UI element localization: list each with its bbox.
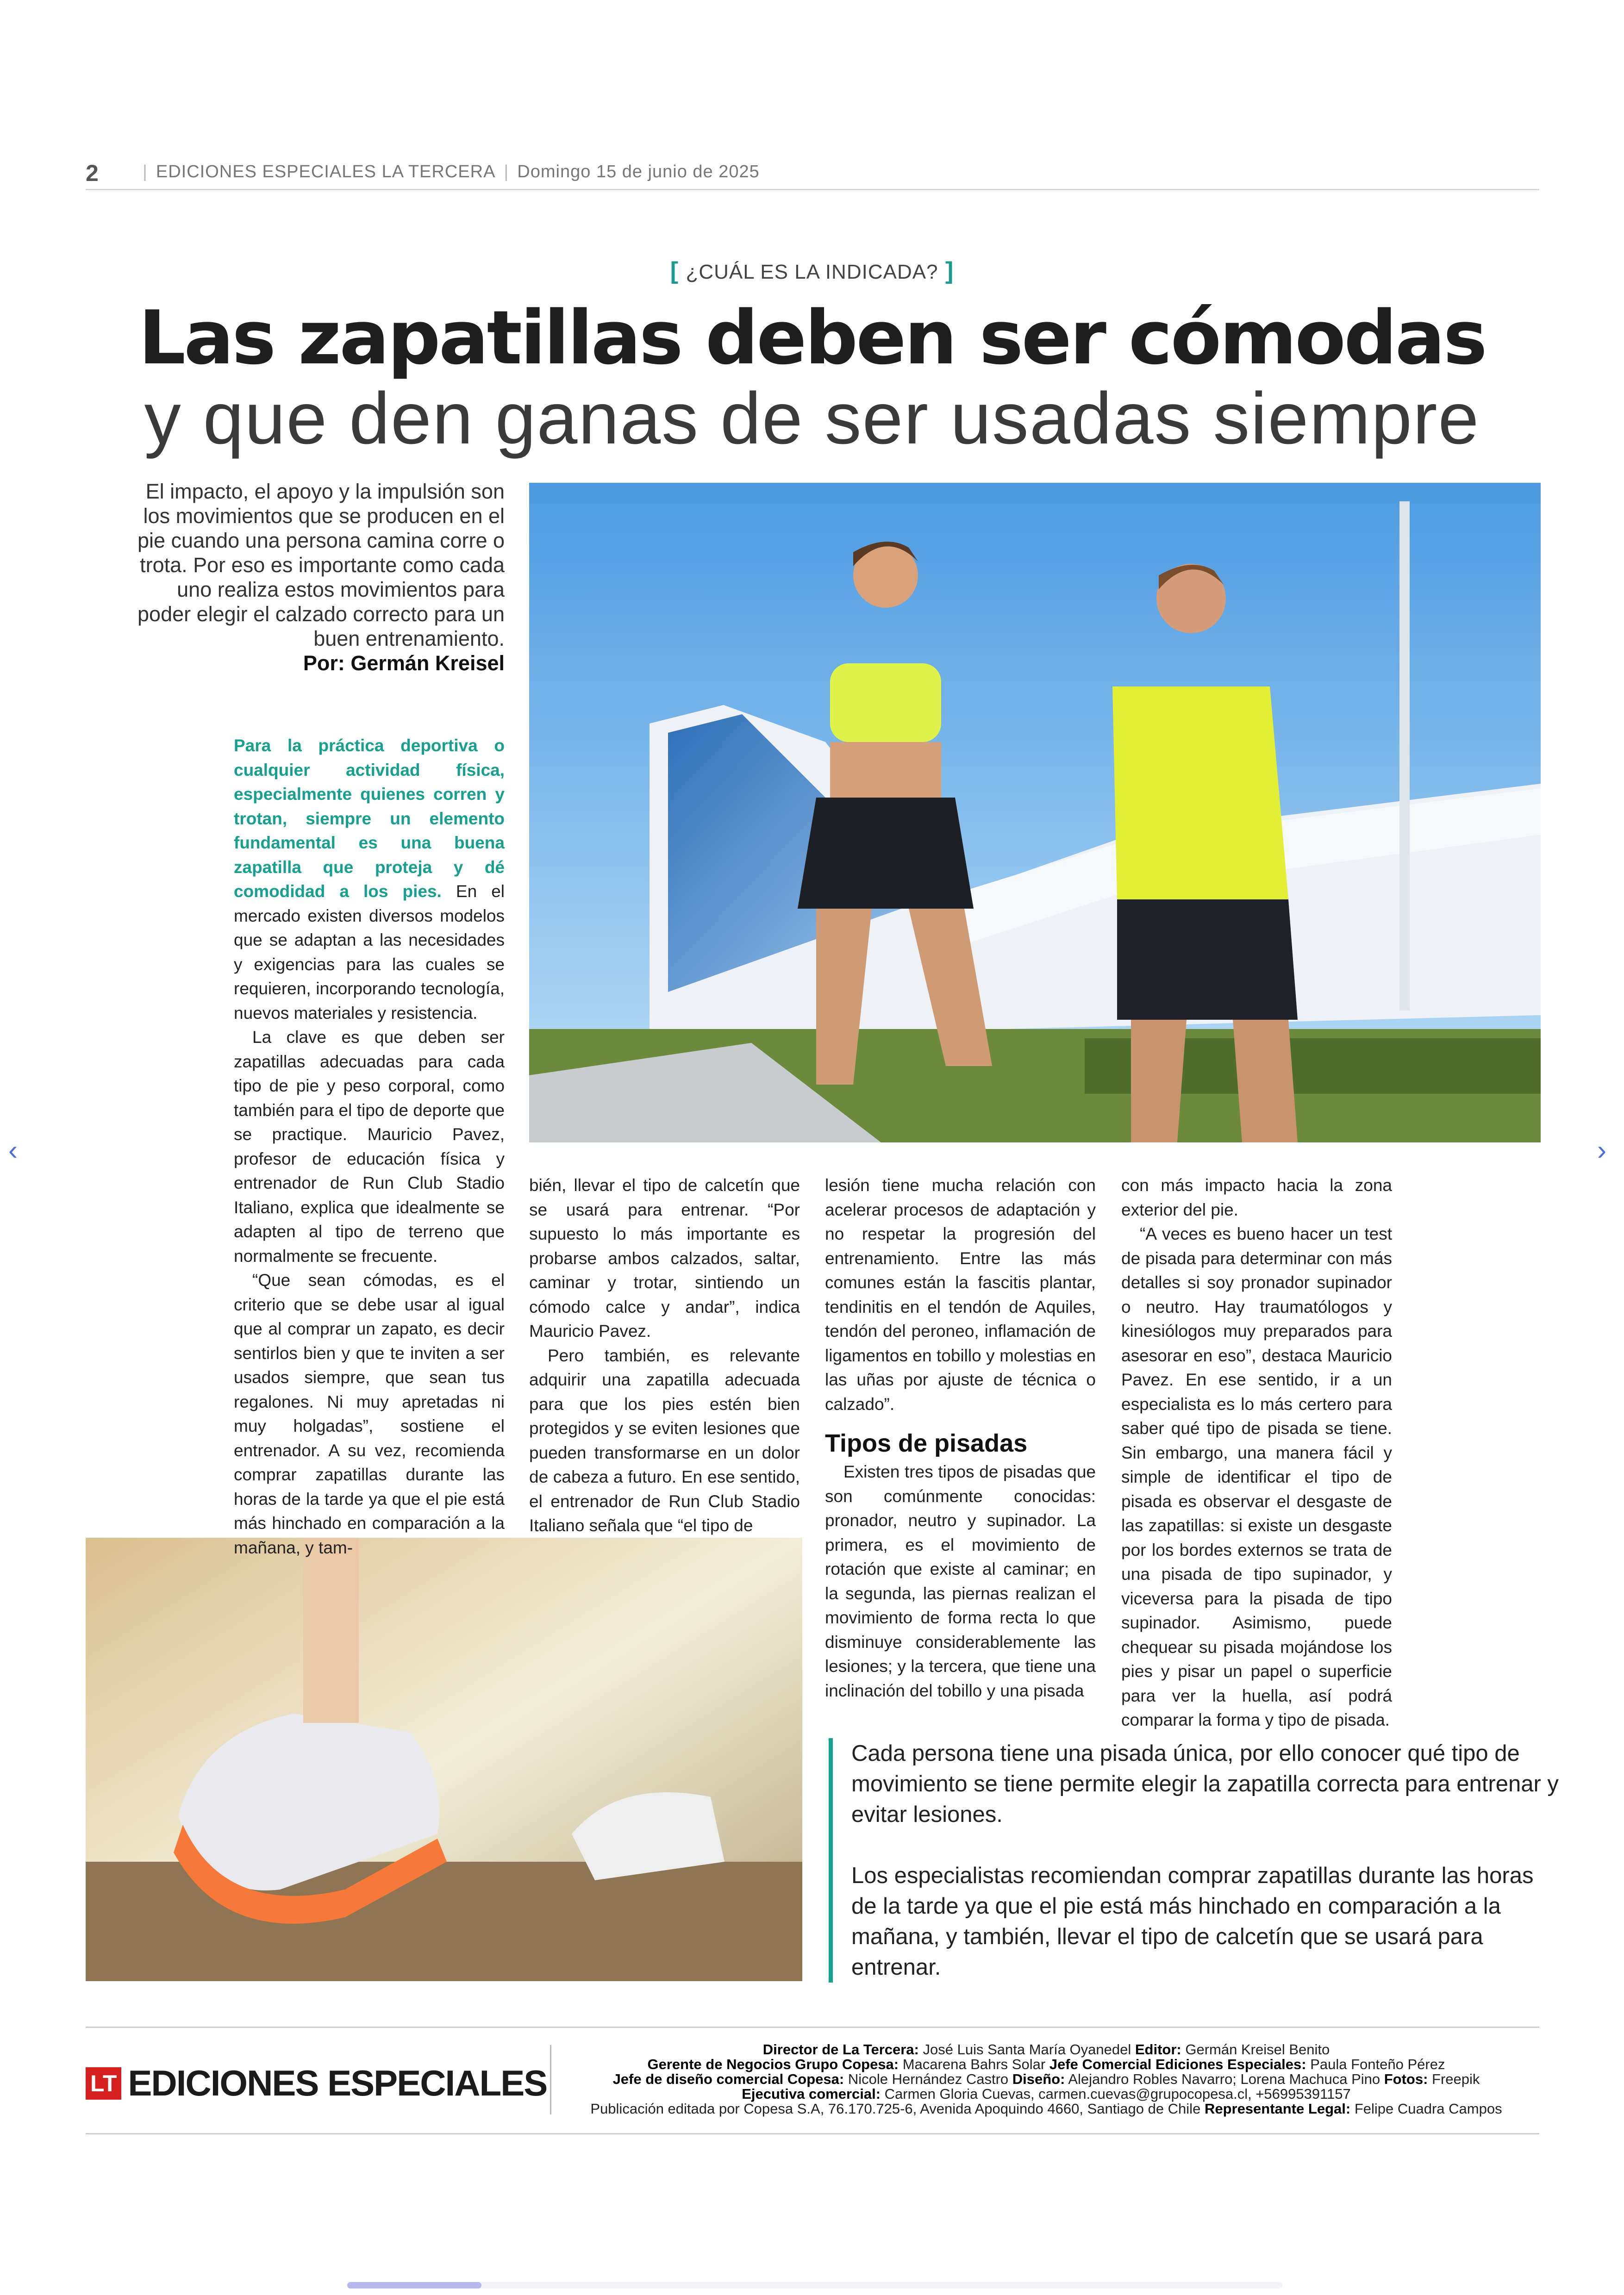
intro-paragraph — [234, 734, 505, 1025]
header-divider: | — [143, 162, 148, 181]
kicker — [0, 257, 1624, 285]
section-name: EDICIONES ESPECIALES LA TERCERA — [156, 162, 496, 181]
footer-rule — [86, 2027, 1539, 2028]
footer-rule — [86, 2133, 1539, 2134]
credits-line: Gerente de Negocios Grupo Copesa: Macarena Bahrs Solar Jefe Comercial Ediciones Especiales: Paula Fonteño Pérez — [647, 2056, 1445, 2072]
next-page-arrow-icon[interactable]: › — [1597, 1135, 1606, 1166]
paragraph: Pero también, es relevante adquirir una zapatilla adecuada para que los pies estén bien protegidos y se eviten lesiones que pueden transformarse en un dolor de cabeza a futuro. En ese sentido, el entrenador de Run Club Stadio Italiano señala que “el tipo de — [529, 1346, 800, 1535]
previous-page-arrow-icon[interactable]: ‹ — [8, 1135, 18, 1166]
bracket-left: [ — [670, 257, 686, 284]
logo-text: EDICIONES ESPECIALES — [128, 2063, 547, 2103]
header-divider: | — [504, 162, 509, 181]
credits-line: Ejecutiva comercial: Carmen Gloria Cuevas, carmen.cuevas@grupocopesa.cl, +56995391157 — [742, 2086, 1351, 2102]
lead-paragraph — [120, 479, 505, 675]
paragraph: Existen tres tipos de pisadas que son comúnmente conocidas: pronador, neutro y supinador. La primera, es el movimiento de rotación que existe al caminar; en la segunda, las piernas realizan el movimiento de forma recta lo que disminuye considerablemente las lesiones; y la tercera, que tiene una inclinación del tobillo y una pisada — [825, 1462, 1096, 1700]
paragraph: “Que sean cómodas, es el criterio que se debe usar al igual que al comprar un zapato, es decir sentirlos bien y que te inviten a ser usados siempre, que sean tus regalones. Ni muy apretadas ni muy holgadas”, sostiene el entrenador. A su vez, recomienda comprar zapatillas durante las horas de la tarde ya que el pie está más hinchado en comparación a la mañana, y tam- — [234, 1271, 505, 1557]
pull-quote-text: Los especialistas recomiendan comprar zapatillas durante las horas de la tarde ya que el pie está más hinchado en comparación a la mañana, y también, llevar el tipo de calcetín que se usará para entrenar. — [851, 1863, 1534, 1980]
page-scroll-thumb[interactable] — [347, 2282, 481, 2289]
article-column-4 — [1121, 1173, 1392, 1733]
intro-rest: En el mercado existen diversos modelos que se adaptan a las necesidades y exigencias para las cuales se requieren, incorporando tecnología, nuevos materiales y resistencia. — [234, 882, 505, 1023]
lead-text: El impacto, el apoyo y la impulsión son los movimientos que se producen en el pie cuando una persona camina corre o trota. Por eso es importante como cada uno realiza estos movimientos para poder elegir el calzado correcto para un buen entrenamiento. — [137, 480, 505, 650]
credits-line: Director de La Tercera: José Luis Santa María Oyanedel Editor: Germán Kreisel Benito — [762, 2041, 1330, 2058]
shoe-illustration — [86, 1538, 802, 1981]
intro-highlight: Para la práctica deportiva o cualquier actividad física, especialmente quienes corren y trotan, siempre un elemento fundamental es una buena zapatilla que proteja y dé comodidad a los pies. — [234, 736, 505, 901]
page-header — [134, 162, 760, 182]
article-column-2 — [529, 1173, 800, 1538]
paragraph: lesión tiene mucha relación con acelerar procesos de adaptación y no respetar la progresión del entrenamiento. Entre las más comunes están la fascitis plantar, tendinitis en el tendón de Aquiles, tendón del peroneo, inflamación de ligamentos en tobillo y molestias en las uñas por ajuste de técnica o calzado”. — [825, 1176, 1096, 1414]
logo-badge: LT — [86, 2067, 121, 2100]
bracket-right: ] — [938, 257, 954, 284]
kicker-text: ¿CUÁL ES LA INDICADA? — [686, 261, 938, 283]
page-scroll-track[interactable] — [347, 2282, 1282, 2289]
credits-line: Jefe de diseño comercial Copesa: Nicole Hernández Castro Diseño: Alejandro Robles Navarro; Lorena Machuca Pino Fotos: Freepik — [612, 2071, 1480, 2087]
credits-line: Publicación editada por Copesa S.A, 76.170.725-6, Avenida Apoquindo 4660, Santiago de Chile Representante Legal: Felipe Cuadra Campos — [590, 2101, 1502, 2117]
headline-bold: Las zapatillas deben ser cómodas — [138, 294, 1486, 381]
publication-logo — [86, 2062, 547, 2104]
subheading: Tipos de pisadas — [825, 1429, 1028, 1457]
runners-illustration — [529, 483, 1541, 1142]
footer-divider — [550, 2045, 551, 2114]
header-rule — [86, 189, 1539, 190]
page-number: 2 — [86, 160, 99, 186]
pull-quote-text: Cada persona tiene una pisada única, por ello conocer qué tipo de movimiento se tiene permite elegir la zapatilla correcta para entrenar y evitar lesiones. — [851, 1741, 1559, 1827]
credits-block — [565, 2042, 1528, 2116]
paragraph: “A veces es bueno hacer un test de pisada para determinar con más detalles si soy pronador supinador o neutro. Hay traumatólogos y kinesiólogos muy preparados para asesorar en eso”, destaca Mauricio Pavez. En ese sentido, ir a un especialista es lo más certero para saber qué tipo de pisada se tiene. Sin embargo, una manera fácil y simple de identificar el tipo de pisada es observar el desgaste de las zapatillas: si existe un desgaste por los bordes externos se trata de una pisada de tipo supinador, y viceversa para la pisada de tipo supinador. Asimismo, puede chequear su pisada mojándose los pies y pisar un papel o superficie para ver la huella, así podrá comparar la forma y tipo de pisada. — [1121, 1224, 1392, 1729]
issue-date: Domingo 15 de junio de 2025 — [517, 162, 760, 181]
headline-light: y que den ganas de ser usadas siempre — [144, 378, 1480, 459]
article-column-3 — [825, 1173, 1096, 1703]
byline: Por: Germán Kreisel — [303, 651, 505, 675]
paragraph: La clave es que deben ser zapatillas adecuadas para cada tipo de pie y peso corporal, como también para el tipo de deporte que se practique. Mauricio Pavez, profesor de educación física y entrenador de Run Club Stadio Italiano, explica que idealmente se adapten al tipo de terreno que normalmente se frecuente. — [234, 1028, 505, 1266]
running-shoe-photo — [86, 1538, 802, 1981]
article-column-1 — [234, 734, 505, 1560]
paragraph: bién, llevar el tipo de calcetín que se usará para entrenar. “Por supuesto lo más importante es probarse ambos calzados, saltar, caminar y trotar, sintiendo un cómodo calce y andar”, indica Mauricio Pavez. — [529, 1176, 800, 1341]
paragraph: con más impacto hacia la zona exterior del pie. — [1121, 1176, 1392, 1219]
runners-photo — [529, 483, 1541, 1142]
pull-quote — [829, 1738, 1564, 1983]
